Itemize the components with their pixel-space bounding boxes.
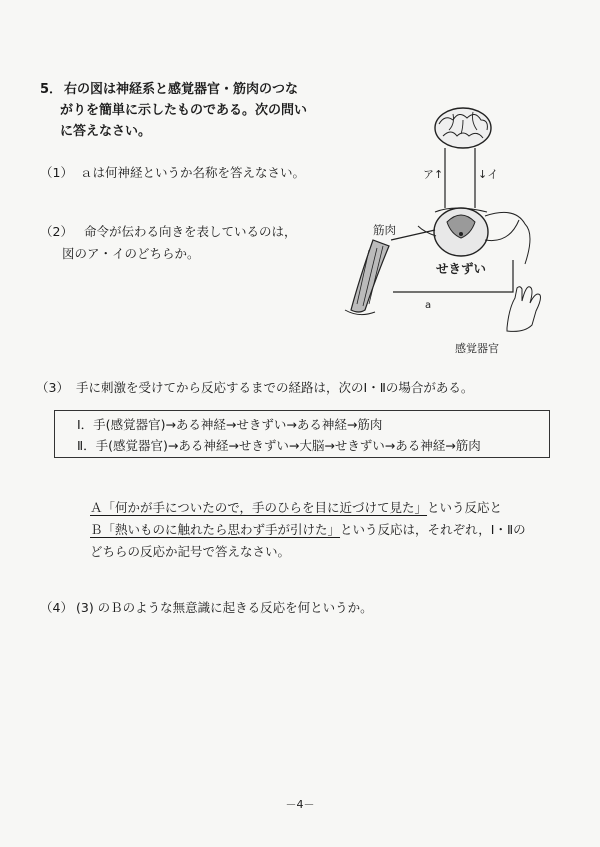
spinal-cord-illustration [418, 208, 530, 264]
route-1: Ⅰ．手(感覚器官)→ある神経→せきずい→ある神経→筋肉 [77, 417, 383, 432]
question-intro-line1: 右の図は神経系と感覚器官・筋肉のつな [64, 82, 299, 97]
q3-last-line: どちらの反応か記号で答えなさい。 [90, 544, 291, 559]
reaction-b: Ｂ「熱いものに触れたら思わず手が引けた」 [90, 522, 341, 537]
q2-line1: 命令が伝わる向きを表しているのは， [84, 224, 297, 239]
label-sense-organ: 感覚器官 [455, 342, 499, 355]
question-number: 5． [40, 82, 63, 97]
question-intro-line2: がりを簡単に示したものである。次の問い [60, 103, 308, 118]
route-2: Ⅱ．手(感覚器官)→ある神経→せきずい→大脳→せきずい→ある神経→筋肉 [77, 438, 481, 453]
q1-text: ａは何神経というか名称を答えなさい。 [80, 165, 306, 180]
q3-b-line [90, 520, 526, 540]
muscle-illustration [345, 240, 389, 315]
reaction-b-tail: という反応は，それぞれ，Ⅰ・Ⅱの [340, 522, 526, 537]
reaction-a: Ａ「何かが手についたので，手のひらを目に近づけて見た」 [90, 500, 428, 515]
hand-illustration [507, 287, 541, 332]
q1-number: （1） [40, 165, 73, 180]
label-i-arrow: ↓イ [478, 168, 499, 181]
reaction-a-tail: という反応と [427, 500, 503, 515]
label-spinal-cord: せきずい [435, 261, 487, 276]
q3-text: 手に刺激を受けてから反応するまでの経路は，次のⅠ・Ⅱの場合がある。 [76, 380, 474, 395]
q2-line2: 図のア・イのどちらか。 [62, 246, 200, 261]
q4-text: (3) のＢのような無意識に起きる反応を何というか。 [76, 600, 373, 615]
label-nerve-a: a [425, 300, 432, 311]
brain-illustration [435, 108, 491, 148]
route-box [54, 410, 550, 458]
label-a-arrow: ア↑ [423, 168, 444, 181]
nervous-system-figure [335, 100, 555, 362]
label-muscle: 筋肉 [373, 223, 396, 237]
q4-number: （4） [40, 600, 73, 615]
q2-number: （2） [40, 224, 73, 239]
question-intro-line3: に答えなさい。 [60, 124, 152, 139]
q3-a-line [90, 498, 502, 518]
page-number: －4－ [285, 798, 315, 811]
q3-number: （3） [36, 380, 69, 395]
